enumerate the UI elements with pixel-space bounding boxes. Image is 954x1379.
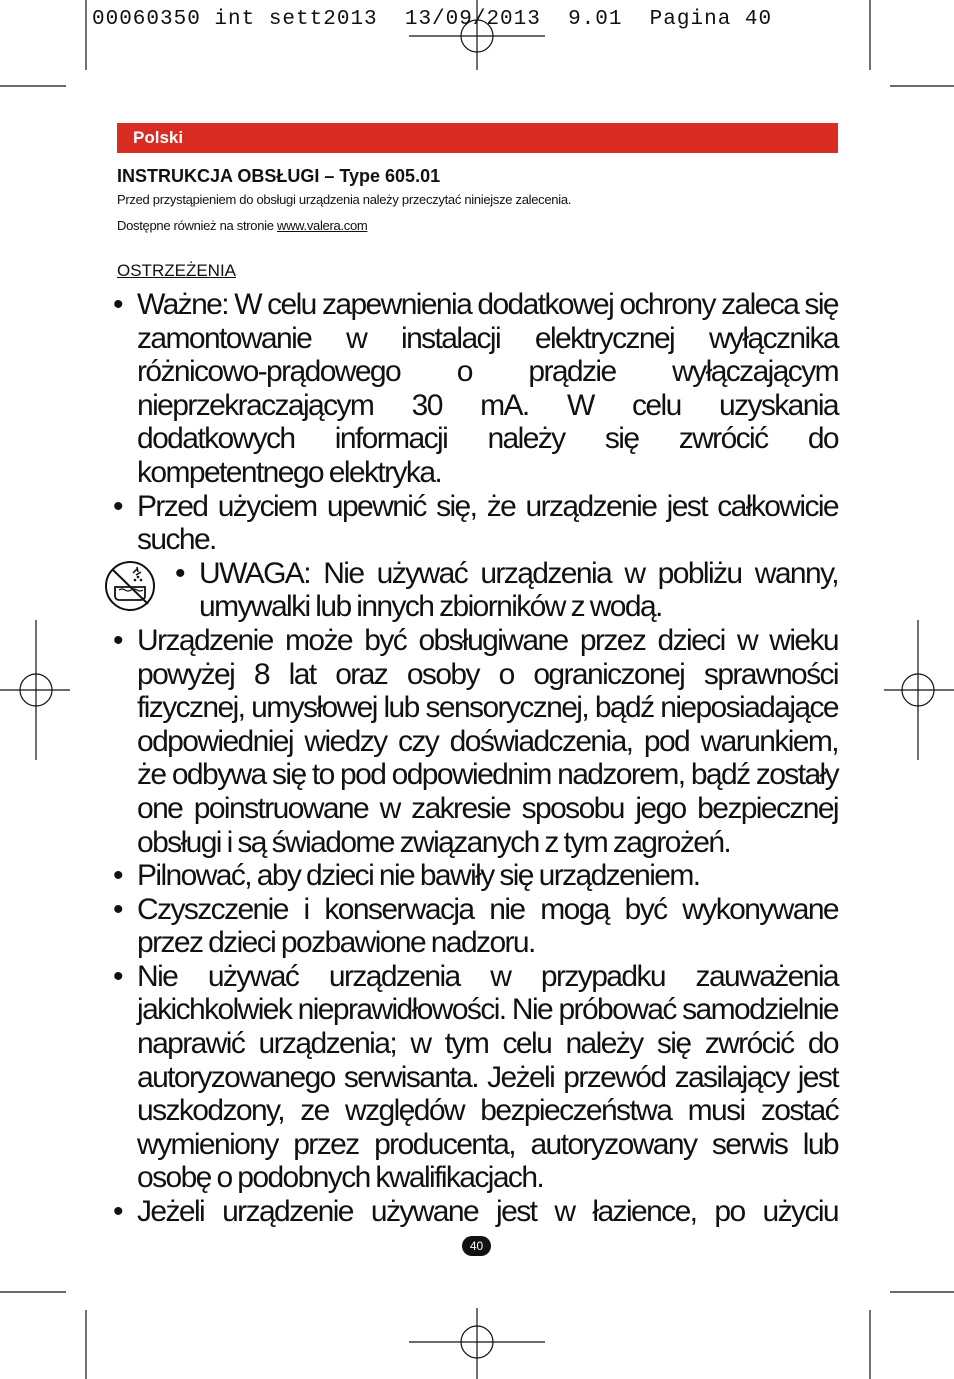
registration-mark-bottom xyxy=(409,1308,545,1379)
list-item: • Nie używać urządzenia w przypadku zauważenia jakichkolwiek nieprawidłowości. Nie próbować samodzielnie naprawić urządzenia; w tym celu należy się zwrócić do autoryzowanego serwisanta. Jeżeli przewód zasilający jest uszkodzony, ze względów bezpieczeństwa musi zostać wymieniony przez producenta, autoryzowany serwis lub osobę o podobnych kwalifikacjach. xyxy=(113,960,838,1195)
language-bar: Polski xyxy=(117,123,838,153)
list-item: • Jeżeli urządzenie używane jest w łazience, po użyciu xyxy=(113,1195,838,1229)
website-link[interactable]: www.valera.com xyxy=(276,218,368,233)
list-item: • Ważne: W celu zapewnienia dodatkowej ochrony zaleca się zamontowanie w instalacji elektrycznej wyłącznika różnicowo-prądowego o prądzie wyłączającym nieprzekraczającym 30 mA. W celu uzyskania dodatkowych informacji należy się zwrócić do kompetentnego elektryka. xyxy=(113,288,838,490)
availability-line xyxy=(117,218,367,233)
warnings-list xyxy=(113,288,838,1229)
list-item: • Czyszczenie i konserwacja nie mogą być wykonywane przez dzieci pozbawione nadzoru. xyxy=(113,893,838,960)
availability-prefix: Dostępne również na stronie xyxy=(117,218,277,233)
registration-mark-left xyxy=(0,620,70,760)
section-heading: OSTRZEŻENIA xyxy=(117,261,237,280)
intro-text: Przed przystąpieniem do obsługi urządzenia należy przeczytać niniejsze zalecenia. xyxy=(117,192,572,207)
registration-mark-right xyxy=(884,620,954,760)
list-item: • Urządzenie może być obsługiwane przez dzieci w wieku powyżej 8 lat oraz osoby o ograniczonej sprawności fizycznej, umysłowej lub sensorycznej, bądź nieposiadające odpowiedniej wiedzy czy doświadczenia, pod warunkiem, że odbywa się to pod odpowiednim nadzorem, bądź zostały one poinstruowane w zakresie sposobu jego bezpiecznej obsługi i są świadome związanych z tym zagrożeń. xyxy=(113,624,838,859)
list-item: • Przed użyciem upewnić się, że urządzenie jest całkowicie suche. xyxy=(113,490,838,557)
list-item: • Pilnować, aby dzieci nie bawiły się urządzeniem. xyxy=(113,859,838,893)
print-slug: 00060350 int sett2013 13/09/2013 9.01 Pagina 40 xyxy=(92,8,773,31)
page-number-badge: 40 xyxy=(462,1236,491,1256)
no-water-bath-icon xyxy=(103,559,157,613)
list-item: • UWAGA: Nie używać urządzenia w pobliżu wanny, umywalki lub innych zbiorników z wodą. xyxy=(175,557,838,624)
document-title: INSTRUKCJA OBSŁUGI – Type 605.01 xyxy=(117,166,441,186)
bath-warning-block xyxy=(113,557,838,624)
